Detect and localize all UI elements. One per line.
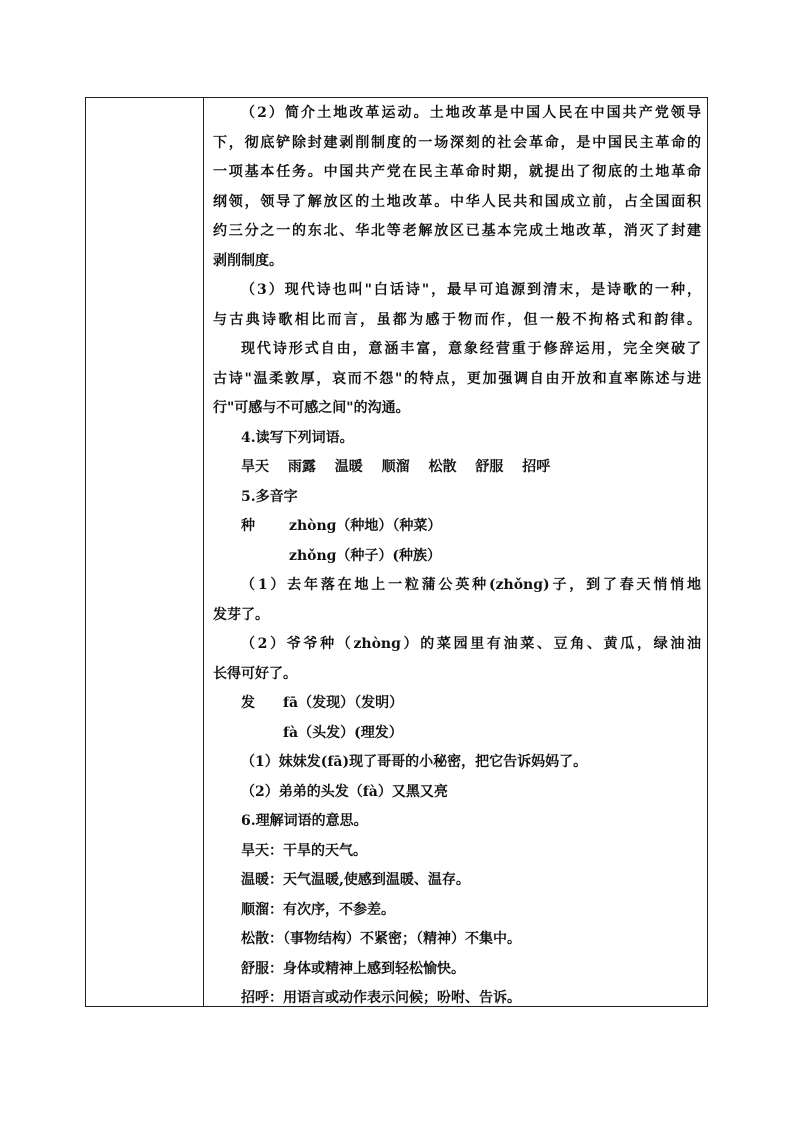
word-item: 温暖 [334, 459, 363, 475]
polyphone-fa-row [213, 689, 701, 719]
example-sentence-line: （1）去年落在地上一粒蒲公英种(zhǒnɡ)子，到了春天悄悄地 [241, 577, 701, 593]
example-sentence-line: （1）妹妹发(fā)现了哥哥的小秘密，把它告诉妈妈了。 [241, 754, 588, 770]
section-title-definitions: 6.理解词语的意思。 [241, 813, 368, 829]
word-item: 松散 [428, 459, 457, 475]
paragraph-poetry-features-line: 古诗"温柔敦厚，哀而不怨"的特点，更加强调自由开放和直率陈述与进 [213, 370, 701, 387]
polyphone-reading: fà（头发）(理发） [283, 724, 403, 741]
word-item: 舒服 [475, 459, 504, 475]
lesson-table [85, 97, 708, 1007]
example-sentence-line: （2）弟弟的头发（fà）又黑又亮 [241, 783, 448, 800]
definition-item: 温暖：天气温暖,使感到温暖、温存。 [241, 872, 470, 888]
polyphone-char: 种 [241, 518, 255, 534]
paragraph-land-reform-line: 下，彻底铲除封建剥削制度的一场深刻的社会革命，是中国民主革命的 [213, 134, 701, 151]
paragraph-modern-poetry-line: （3）现代诗也叫"白话诗"，最早可追源到清末，是诗歌的一种， [241, 282, 701, 298]
word-item: 雨露 [287, 459, 316, 475]
paragraph-land-reform-line: 一项基本任务。中国共产党在民主革命时期，就提出了彻底的土地革命 [213, 164, 701, 180]
polyphone-reading: fā（发现）（发明） [283, 695, 404, 711]
polyphone-reading: zhònɡ（种地）（种菜） [289, 518, 442, 534]
definition-item: 旱天：干旱的天气。 [241, 842, 367, 859]
example-sentence-line: 发芽了。 [213, 606, 269, 623]
word-list [213, 453, 701, 483]
example-sentence-line: 长得可好了。 [213, 665, 297, 682]
definition-item: 招呼：用语言或动作表示问候；吩咐、告诉。 [241, 990, 521, 1006]
paragraph-land-reform-line: （2）简介土地改革运动。土地改革是中国人民在中国共产党领导 [241, 105, 701, 121]
section-title-polyphones: 5.多音字 [241, 488, 298, 505]
table-left-cell [86, 98, 204, 1006]
paragraph-land-reform-line: 剥削制度。 [213, 252, 283, 269]
paragraph-poetry-features-line: 现代诗形式自由，意涵丰富，意象经营重于修辞运用，完全突破了 [241, 341, 701, 357]
definition-item: 松散：（事物结构）不紧密；（精神）不集中。 [241, 931, 521, 947]
polyphone-char: 发 [241, 695, 255, 711]
example-sentence-line: （2）爷爷种（zhònɡ）的菜园里有油菜、豆角、黄瓜，绿油油 [241, 636, 701, 652]
word-item: 顺溜 [381, 459, 410, 475]
definition-item: 顺溜：有次序，不参差。 [241, 901, 395, 918]
word-item: 旱天 [241, 459, 269, 475]
definition-item: 舒服：身体或精神上感到轻松愉快。 [241, 960, 465, 977]
word-item: 招呼 [522, 459, 551, 475]
paragraph-land-reform-line: 纲领，领导了解放区的土地改革。中华人民共和国成立前，占全国面积 [213, 193, 701, 210]
paragraph-land-reform-line: 约三分之一的东北、华北等老解放区已基本完成土地改革，消灭了封建 [213, 223, 701, 239]
paragraph-modern-poetry-line: 与古典诗歌相比而言，虽都为感于物而作，但一般不拘格式和韵律。 [213, 311, 701, 328]
paragraph-poetry-features-line: 行"可感与不可感之间"的沟通。 [213, 400, 410, 416]
polyphone-zhong-row [213, 512, 701, 542]
polyphone-reading: zhǒnɡ（种子）(种族） [289, 547, 442, 564]
table-content-cell [204, 98, 707, 1006]
section-title-words: 4.读写下列词语。 [241, 429, 354, 446]
